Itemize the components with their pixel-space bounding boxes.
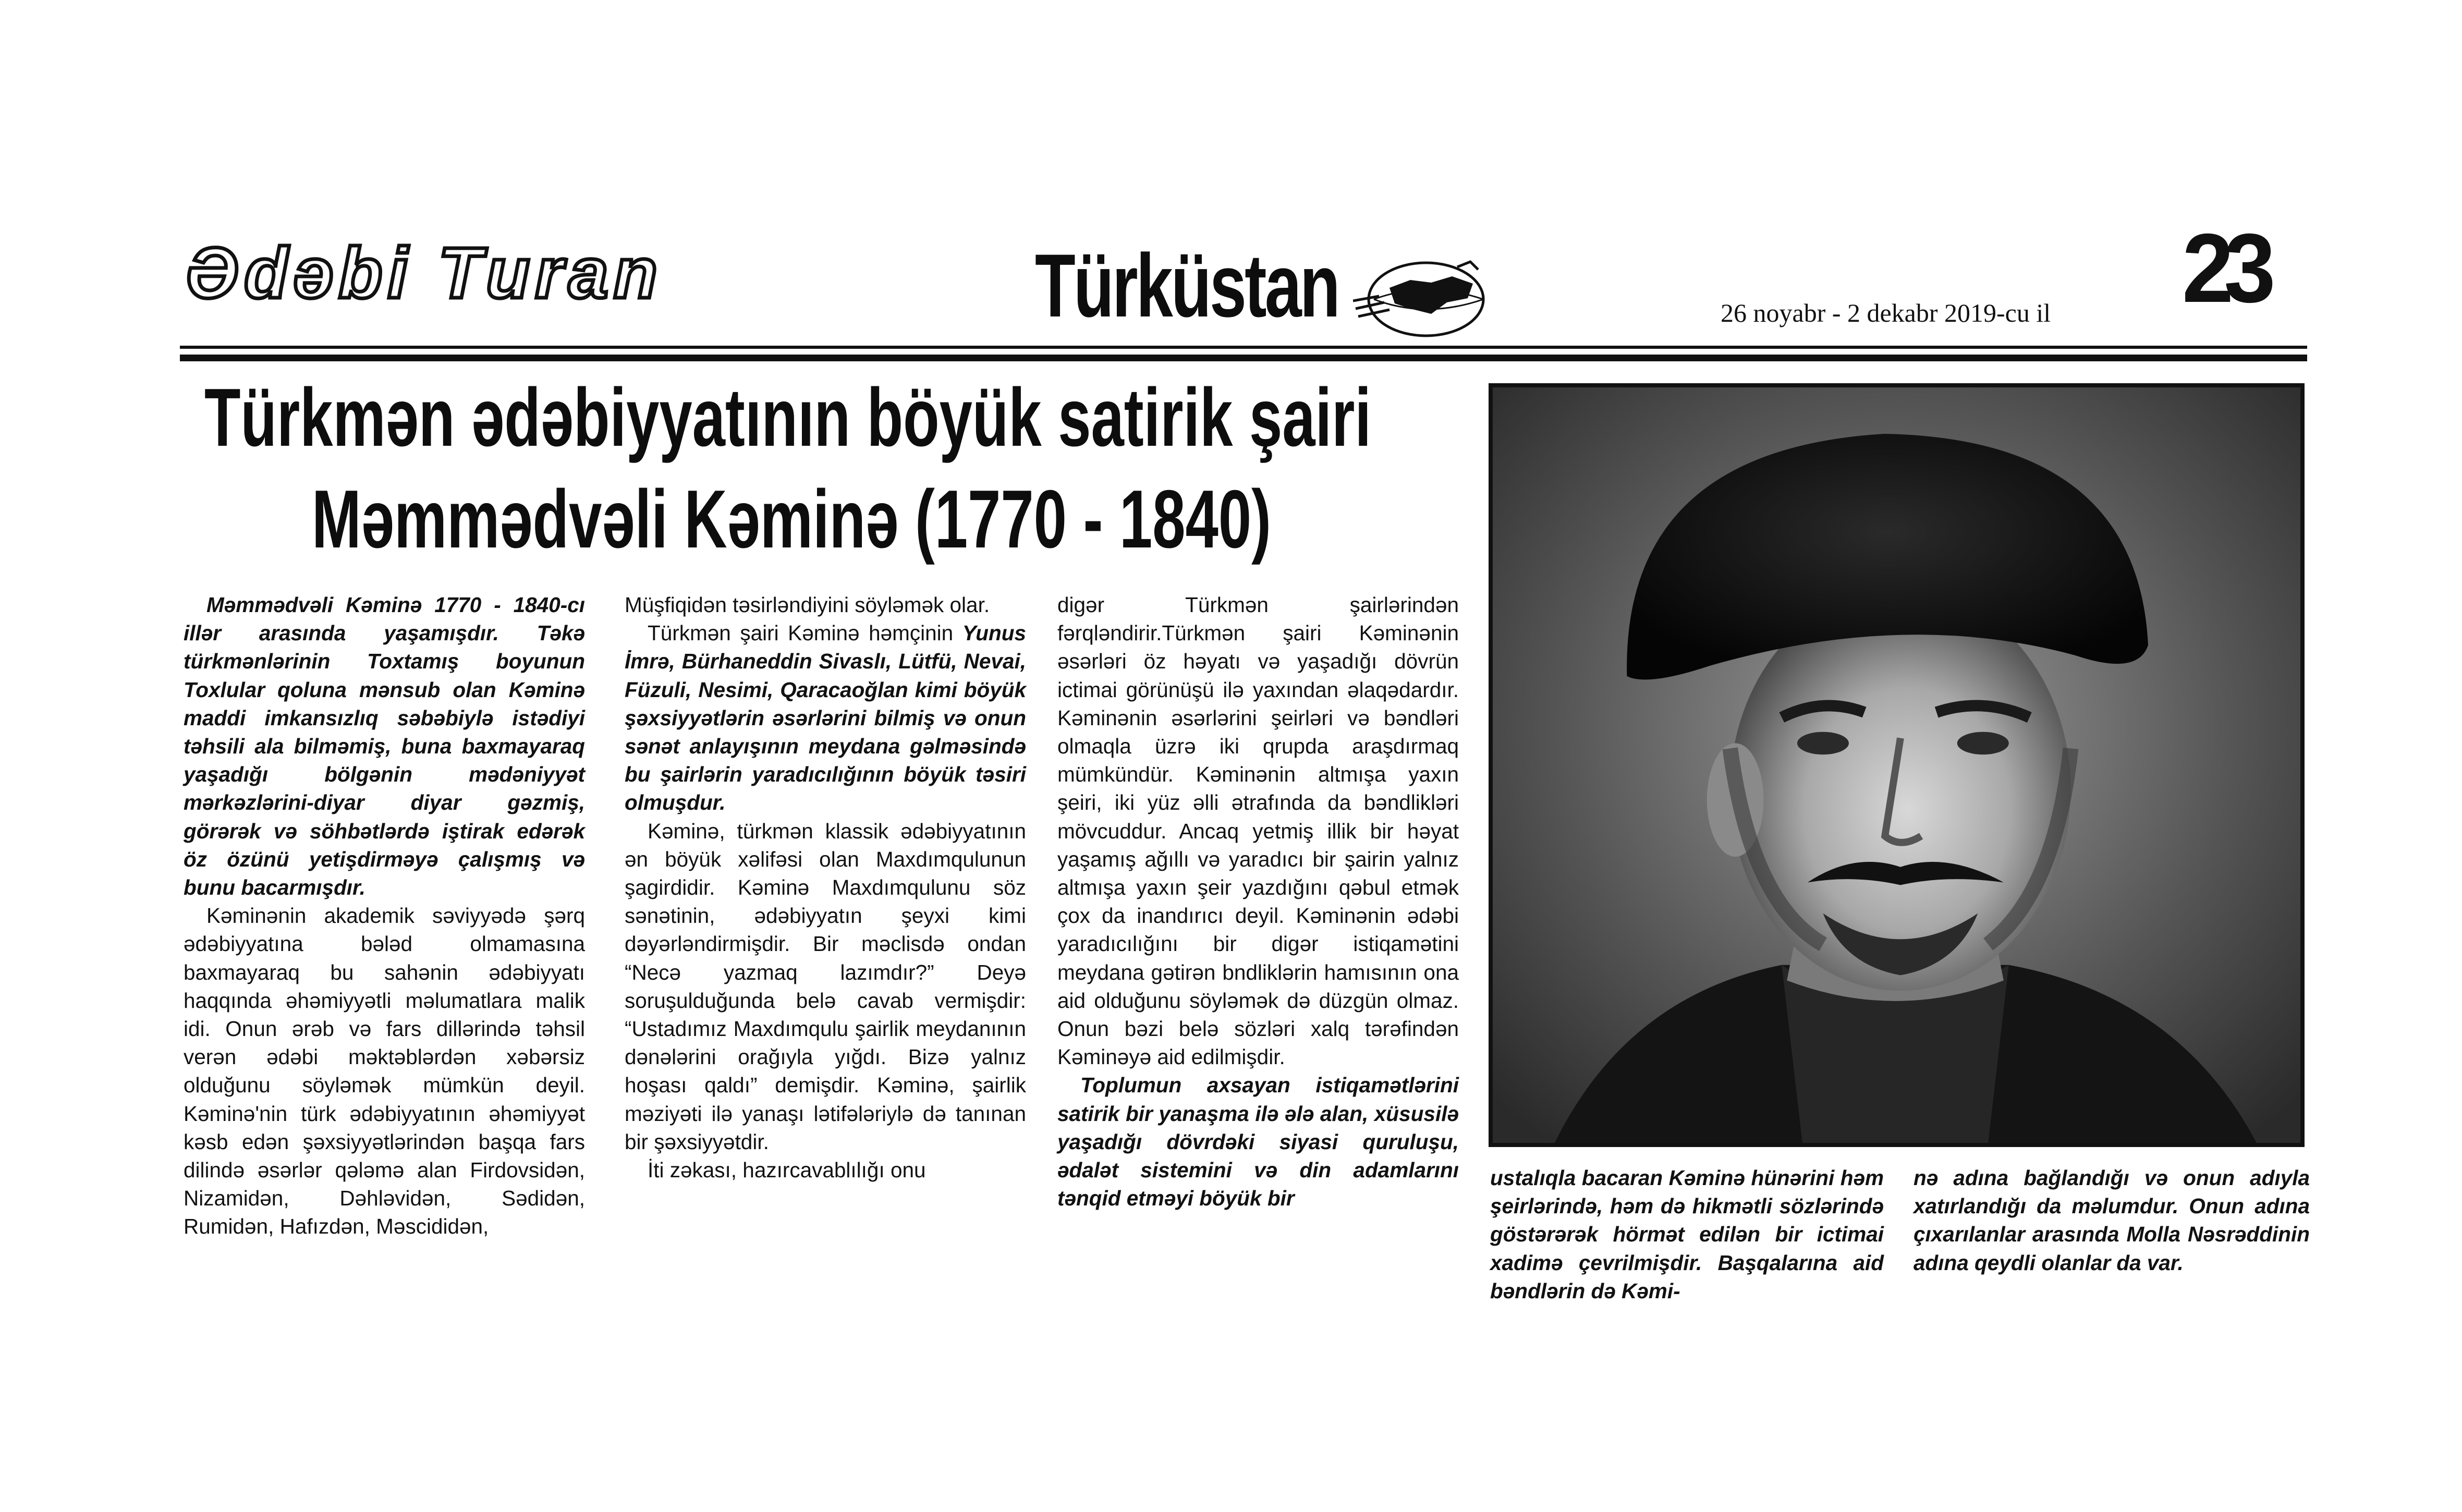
- article-lead: Məmmədvəli Kəminə 1770 - 1840-cı illər arasında yaşamışdır. Təkə türkmənlərinin Toxtamış boyunun Toxlular qoluna mənsub olan Kəminə maddi imkansızlıq səbəbiylə istədiyi təhsili ala bilməmiş, buna baxmayaraq yaşadığı bölgənin mədəniyyət mərkəzlərini-diyar diyar gəzmiş, görərək və söhbətlərdə iştirak edərək öz özünü yetişdirməyə çalışmış və bunu bacarmışdır.: [184, 593, 585, 900]
- article-column-3: [1057, 591, 1459, 1212]
- headline-line-2: Məmmədvəli Kəminə (1770 - 1840): [312, 473, 1271, 565]
- header-divider-thin: [180, 346, 2307, 349]
- paragraph-emphasis: Yunus İmrə, Bürhaneddin Sivaslı, Lütfü, Nevai, Füzuli, Nesimi, Qaracaoğlan kimi böyük şəxsiyyətlərin əsərlərini bilmiş və onun sənət anlayışının meydana gəlməsində bu şairlərin yaradıcılığının böyük təsiri olmuşdur.: [625, 621, 1026, 815]
- paragraph: Toplumun axsayan istiqamətlərini satirik bir yanaşma ilə ələ alan, xüsusilə yaşadığı dövrdəki siyasi quruluşu, ədalət sistemini və din adamlarını tənqid etməyi böyük bir: [1057, 1073, 1459, 1211]
- article-column-1: [184, 591, 585, 1241]
- paragraph: ustalıqla bacaran Kəminə hünərini həm şeirlərində, həm də hikmətli sözlərində göstərərək hörmət edilən bir ictimai xadimə çevrilmişdir. Başqalarına aid bəndlərin də Kəmi-: [1490, 1166, 1884, 1303]
- paragraph: Kəminənin akademik səviyyədə şərq ədəbiyyatına bələd olmamasına baxmayaraq bu sahənin ədəbiyyatı haqqında əhəmiyyətli məlumatlara malik idi. Onun ərəb və fars dillərində təhsil verən ədəbi məktəblərdən xəbərsiz olduğunu söyləmək mümkün deyil. Kəminə'nin türk ədəbiyyatının əhəmiyyət kəsb edən şəxsiyyətlərindən başqa fars dilində əsərlər qələmə alan Firdovsidən, Nizamidən, Dəhləvidən, Sədidən, Rumidən, Hafızdən, Məscididən,: [184, 904, 585, 1239]
- headline-line-1: Türkmən ədəbiyyatının böyük satirik şairi: [204, 372, 1372, 464]
- paragraph: Müşfiqidən təsirləndiyini söyləmək olar.: [625, 593, 990, 617]
- section-name: Ədəbi Turan: [185, 233, 663, 313]
- paragraph-intro: Türkmən şairi Kəminə həmçinin: [648, 621, 962, 645]
- paragraph: Kəminə, türkmən klassik ədəbiyyatının ən böyük xəlifəsi olan Maxdımqulunun şagirdidir. Kəminə Maxdımqulunu söz sənətinin, ədəbiyyatın şeyxi kimi dəyərləndirmişdir. Bir məclisdə ondan “Necə yazmaq lazımdır?” Deyə soruşulduğunda belə cavab vermişdir: “Ustadımız Maxdımqulu şairlik meydanının dənələrini orağıyla yığdı. Bizə yalnız hoşası qaldı” demişdir. Kəminə, şairlik məziyəti ilə yanaşı lətifələriylə də tanınan bir şəxsiyyətdir.: [625, 819, 1026, 1154]
- paragraph: [625, 619, 1026, 816]
- article-column-2: [625, 591, 1026, 1184]
- issue-date: 26 noyabr - 2 dekabr 2019-cu il: [1721, 298, 2051, 327]
- article-column-4: [1490, 1164, 1884, 1305]
- header-divider-thick: [180, 355, 2307, 361]
- article-column-5: [1913, 1164, 2310, 1277]
- portrait-photo: [1489, 383, 2305, 1147]
- globe-map-logo-icon: [1353, 251, 1491, 345]
- masthead-title: Türküstan: [1035, 236, 1338, 336]
- paragraph: digər Türkmən şairlərindən fərqləndirir.Türkmən şairi Kəminənin əsərləri öz həyatı və yaşadığı dövrün ictimai görünüşü ilə yaxından əlaqədardır. Kəminənin əsərlərini şeirləri və bəndləri olmaqla üzrə iki qrupda araşdırmaq mümkündür. Kəminənin altmışa yaxın şeiri, iki yüz əlli ətrafında da bəndlikləri mövcuddur. Ancaq yetmiş illik bir həyat yaşamış ağıllı və yaradıcı bir şairin yalnız altmışa yaxın şeir yazdığını qəbul etmək çox da inandırıcı deyil. Kəminənin ədəbi yaradıcılığını bir digər istiqamətini meydana gətirən bndliklərin hamısının ona aid olduğunu söyləmək də düzgün olmaz. Onun bəzi belə sözləri xalq tərəfindən Kəminəyə aid edilmişdir.: [1057, 593, 1459, 1069]
- paragraph: İti zəkası, hazırcavablılığı onu: [648, 1158, 926, 1182]
- page-number: 23: [2182, 213, 2266, 323]
- paragraph: nə adına bağlandığı və onun adıyla xatırlandığı da məlumdur. Onun adına çıxarılanlar arasında Molla Nəsrəddinin adına qeydli olanlar da var.: [1913, 1166, 2310, 1275]
